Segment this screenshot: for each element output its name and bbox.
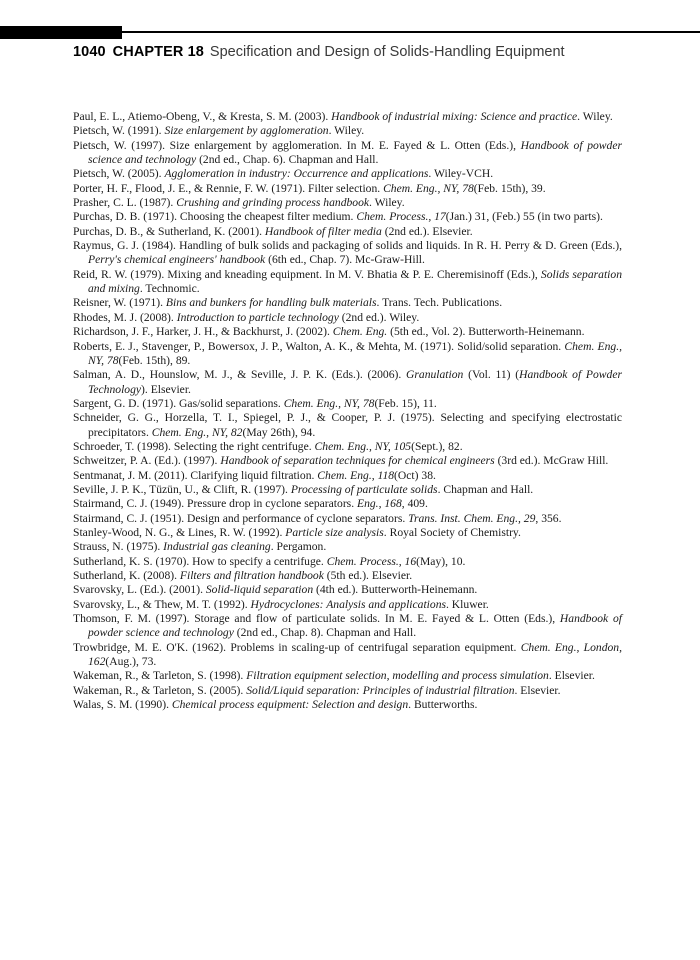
reference-entry: Porter, H. F., Flood, J. E., & Rennie, F. W. (1971). Filter selection. Chem. Eng., NY, 78(Feb. 15th), 39. bbox=[73, 181, 546, 195]
reference-entry: Reisner, W. (1971). Bins and bunkers for handling bulk materials. Trans. Tech. Publications. bbox=[73, 296, 503, 310]
reference-entry: Thomson, F. M. (1997). Storage and flow of particulate solids. In M. E. Fayed & L. Otten (Eds.), Handbook of powder science and technology (2nd ed., Chap. 8). Chapman and Hall. bbox=[73, 612, 623, 640]
running-head-rule bbox=[0, 26, 700, 39]
reference-entry: Raymus, G. J. (1984). Handling of bulk solids and packaging of solids and liquids. In R. H. Perry & D. Green (Eds.), Perry's chemical engineers' handbook (6th ed., Chap. 7). Mc-Graw-Hill. bbox=[73, 239, 622, 267]
reference-entry: Schweitzer, P. A. (Ed.). (1997). Handbook of separation techniques for chemical engineers (3rd ed.). McGraw Hill. bbox=[73, 454, 609, 468]
page-number: 1040 bbox=[73, 44, 106, 60]
reference-entry: Schroeder, T. (1998). Selecting the right centrifuge. Chem. Eng., NY, 105(Sept.), 82. bbox=[73, 439, 463, 453]
reference-entry: Roberts, E. J., Stavenger, P., Bowersox, J. P., Walton, A. K., & Mehta, M. (1971). Solid/solid separation. Chem. Eng., NY, 78(Feb. 15th), 89. bbox=[73, 339, 622, 367]
reference-entry: Stairmand, C. J. (1949). Pressure drop in cyclone separators. Eng., 168, 409. bbox=[73, 497, 428, 511]
reference-entry: Richardson, J. F., Harker, J. H., & Backhurst, J. (2002). Chem. Eng. (5th ed., Vol. 2). Butterworth-Heinemann. bbox=[73, 325, 585, 339]
reference-entry: Sutherland, K. S. (1970). How to specify a centrifuge. Chem. Process., 16(May), 10. bbox=[73, 554, 466, 568]
reference-entry: Svarovsky, L., & Thew, M. T. (1992). Hydrocyclones: Analysis and applications. Kluwer. bbox=[73, 597, 489, 611]
reference-entry: Pietsch, W. (1991). Size enlargement by agglomeration. Wiley. bbox=[73, 124, 365, 138]
reference-entry: Svarovsky, L. (Ed.). (2001). Solid-liquid separation (4th ed.). Butterworth-Heinemann. bbox=[73, 583, 478, 597]
reference-entry: Stairmand, C. J. (1951). Design and performance of cyclone separators. Trans. Inst. Chem. Eng., 29, 356. bbox=[73, 511, 562, 525]
reference-entry: Paul, E. L., Atiemo-Obeng, V., & Kresta, S. M. (2003). Handbook of industrial mixing: Science and practice. Wiley. bbox=[73, 110, 613, 123]
reference-entry: Salman, A. D., Hounslow, M. J., & Seville, J. P. K. (Eds.). (2006). Granulation (Vol. 11) (Handbook of Powder Technology). Elsevier. bbox=[73, 368, 622, 396]
running-head-hairline bbox=[122, 31, 700, 33]
reference-entry: Sargent, G. D. (1971). Gas/solid separations. Chem. Eng., NY, 78(Feb. 15), 11. bbox=[73, 396, 437, 410]
reference-entry: Trowbridge, M. E. O'K. (1962). Problems in scaling-up of centrifugal separation equipment. Chem. Eng., London, 162(Aug.), 73. bbox=[73, 640, 622, 669]
reference-entry: Strauss, N. (1975). Industrial gas cleaning. Pergamon. bbox=[73, 540, 327, 554]
reference-entry: Purchas, D. B., & Sutherland, K. (2001). Handbook of filter media (2nd ed.). Elsevier. bbox=[73, 224, 473, 238]
reference-entry: Purchas, D. B. (1971). Choosing the cheapest filter medium. Chem. Process., 17(Jan.) 31, (Feb.) 55 (in two parts). bbox=[73, 210, 603, 224]
reference-list bbox=[73, 110, 622, 712]
reference-entry: Prasher, C. L. (1987). Crushing and grinding process handbook. Wiley. bbox=[73, 196, 405, 210]
reference-entry: Pietsch, W. (2005). Agglomeration in industry: Occurrence and applications. Wiley-VCH. bbox=[73, 167, 494, 181]
running-head bbox=[73, 43, 633, 61]
running-head-black-block bbox=[0, 26, 122, 39]
reference-entry: Pietsch, W. (1997). Size enlargement by agglomeration. In M. E. Fayed & L. Otten (Eds.), Handbook of powder science and technology (2nd ed., Chap. 6). Chapman and Hall. bbox=[73, 138, 622, 167]
reference-entry: Schneider, G. G., Horzella, T. I., Spiegel, P. J., & Cooper, P. J. (1975). Selecting and specifying electrostatic precipitators. Chem. Eng., NY, 82(May 26th), 94. bbox=[73, 411, 622, 439]
reference-entry: Reid, R. W. (1979). Mixing and kneading equipment. In M. V. Bhatia & P. E. Cheremisinoff (Eds.), Solids separation and mixing. Technomic. bbox=[73, 267, 622, 296]
chapter-label: CHAPTER 18 bbox=[112, 44, 204, 60]
reference-entry: Walas, S. M. (1990). Chemical process equipment: Selection and design. Butterworths. bbox=[73, 698, 478, 712]
reference-entry: Wakeman, R., & Tarleton, S. (2005). Solid/Liquid separation: Principles of industrial filtration. Elsevier. bbox=[73, 683, 561, 697]
reference-entry: Sentmanat, J. M. (2011). Clarifying liquid filtration. Chem. Eng., 118(Oct) 38. bbox=[73, 468, 436, 482]
reference-entry: Sutherland, K. (2008). Filters and filtration handbook (5th ed.). Elsevier. bbox=[73, 569, 413, 582]
reference-entry: Rhodes, M. J. (2008). Introduction to particle technology (2nd ed.). Wiley. bbox=[73, 310, 420, 324]
reference-entry: Stanley-Wood, N. G., & Lines, R. W. (1992). Particle size analysis. Royal Society of Chemistry. bbox=[73, 525, 521, 539]
page-title: Specification and Design of Solids-Handling Equipment bbox=[209, 44, 565, 60]
reference-entry: Wakeman, R., & Tarleton, S. (1998). Filtration equipment selection, modelling and process simulation. Elsevier. bbox=[73, 669, 595, 683]
reference-entry: Seville, J. P. K., Tüzün, U., & Clift, R. (1997). Processing of particulate solids. Chapman and Hall. bbox=[73, 482, 534, 496]
